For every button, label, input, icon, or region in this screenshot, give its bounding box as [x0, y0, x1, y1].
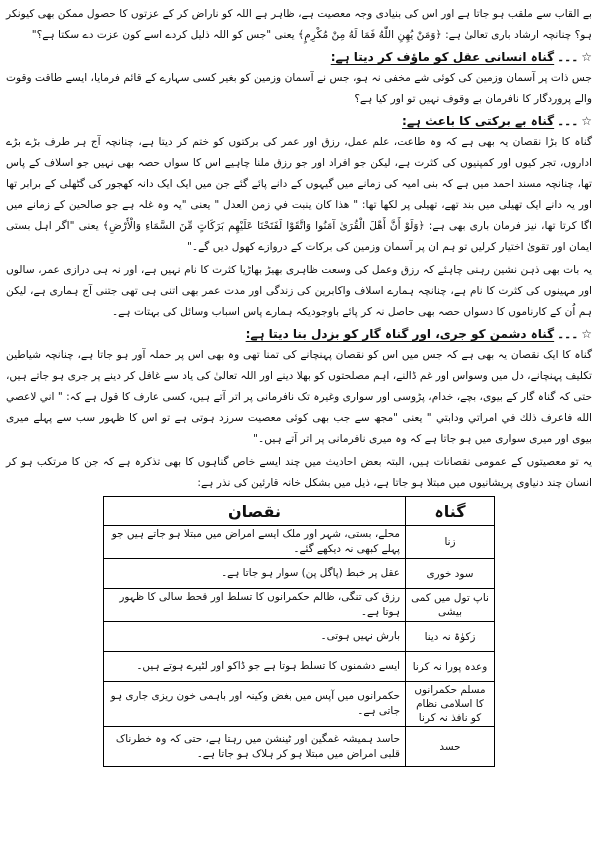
star-icon: ☆ — [581, 114, 592, 128]
star-icon: ☆ — [581, 327, 592, 341]
cell-sin: زنا — [406, 526, 495, 559]
table-row — [104, 622, 495, 652]
table-row — [104, 559, 495, 589]
heading-title: گناہ دشمن کو جری، اور گناہ گار کو بزدل بنا دیتا ہے: — [245, 327, 555, 341]
section-heading-intellect — [6, 48, 592, 67]
star-icon: ☆ — [581, 50, 592, 64]
section-heading-enemy — [6, 325, 592, 344]
paragraph-intro: بے القاب سے ملقب ہو جاتا ہے اور اس کی بنیادی وجہ معصیت ہے، ظاہر ہے اللہ کو ناراض کر کے عزتوں کا حصول ممکن بھی کیونکر ہو؟ چنانچہ ارشاد باری تعالیٰ ہے: ﴿وَمَنْ يُهِنِ اللّٰهُ فَمَا لَهُ مِنْ مُكْرِمٍ﴾ یعنی "جس کو اللہ ذلیل کردے اسے کون عزت دے سکتا ہے؟" — [6, 8, 592, 41]
paragraph-blessing-2: یہ بات بھی ذہن نشین رہنی چاہئے کہ رزق وعمل کی وسعت ظاہری بھیڑ بھاڑیا کثرت کا نام نہیں ہے، اور نہ ہی درازی عمر، سالوں اور مہینوں کی کثرت کا نام ہے، چنانچہ ہمارے اسلاف واکابرین کی زندگی اور مدت عمر بھی اتنی ہی تھی جتنی آج ہماری ہے، لیکن ہم اُن کے کارناموں کا دسواں حصہ بھی حاصل نہ کر پائے باوجودیکہ ہمارے پاس اسباب وسائل کی بہتات ہے۔ — [6, 264, 592, 318]
cell-harm: بارش نہیں ہوتی۔ — [104, 622, 406, 652]
paragraph-blessing: گناہ کا بڑا نقصان یہ بھی ہے کہ وہ طاعت، علم عمل، رزق اور عمر کی برکتوں کو ختم کر دیتا ہے، چنانچہ آج ہر طرف بڑے بڑے اداروں، تجر کیوں اور کمپنیوں کی کثرت ہے، لیکن جو افراد اور جو رزق ملنا چاہیے اس کا سواں حصہ بھی نہیں جو اسلاف کے پاس تھا، چنانچہ مسند احمد میں ہے کہ بنی امیہ کی زمانے میں گیہوں کے دانے پائے گئے جن میں ایک ایک دانہ کھجور کی گٹھلی کے برابر تھا اور یہ دانے ایک تھیلی میں بند تھے، تھیلی پر لکھا تھا: " هذا كان ينبت في زمن العدل " یعنی "یہ وہ غلہ ہے جو صالحین کے زمانے میں اگا کرتا تھا، نیز فرمان باری بھی ہے: ﴿وَلَوْ أَنَّ أَهْلَ الْقُرَىٰ آمَنُوا وَاتَّقَوْا لَفَتَحْنَا عَلَيْهِم بَرَكَاتٍ مِّنَ السَّمَاءِ وَالْأَرْضِ﴾ یعنی "اگر اہل بستی ایمان اور تقویٰ اختیار کرلیں تو ہم ان پر آسمان وزمین کی برکات کے دروازے کھول دیں گے۔" — [6, 136, 592, 253]
heading-dash: ۔۔۔ — [557, 327, 579, 341]
cell-sin: ناپ تول میں کمی بیشی — [406, 589, 495, 622]
heading-title: گناہ انسانی عقل کو ماؤف کر دیتا ہے: — [330, 50, 555, 64]
cell-sin: وعدہ پورا نہ کرنا — [406, 652, 495, 682]
table-row — [104, 526, 495, 559]
cell-harm: عقل پر خبط (پاگل پن) سوار ہو جاتا ہے۔ — [104, 559, 406, 589]
cell-harm: ایسے دشمنوں کا تسلط ہوتا ہے جو ڈاکو اور لٹیرے ہوتے ہیں۔ — [104, 652, 406, 682]
table-row — [104, 682, 495, 727]
cell-harm: محلے، بستی، شہر اور ملک ایسے امراض میں مبتلا ہو جاتے ہیں جو پہلے کبھی نہ دیکھے گئے۔ — [104, 526, 406, 559]
cell-harm: حکمرانوں میں آپس میں بغض وکینہ اور باہمی خون ریزی جاری ہو جاتی ہے۔ — [104, 682, 406, 727]
cell-sin: مسلم حکمرانوں کا اسلامی نظام کو نافذ نہ کرنا — [406, 682, 495, 727]
table-row — [104, 589, 495, 622]
cell-sin: زکوٰۃ نہ دینا — [406, 622, 495, 652]
cell-sin: حسد — [406, 727, 495, 767]
cell-harm: رزق کی تنگی، ظالم حکمرانوں کا تسلط اور قحط سالی کا ظہور ہوتا ہے۔ — [104, 589, 406, 622]
paragraph-enemy: گناہ کا ایک نقصان یہ بھی ہے کہ جس میں اس کو نقصان پہنچانے کی تمنا تھی وہ بھی اس پر حملہ آور ہو جاتا ہے، چنانچہ شیاطین تکلیف پہنچانے، دل میں وسواس اور غم ڈالنے، اہم مصلحتوں کو بھلا دینے اور اللہ تعالیٰ کی یاد سے غافل کر دینے پر جری ہو جاتے ہیں، حتی کہ گناہ گار کے بیوی، بچے، خدام، پڑوسی اور سواری وغیرہ تک نافرمانی پر اتر آتے ہیں، کسی عارف کا قول ہے کہ: " اني لاعصي الله فاعرف ذلك في امراتي ودابتي " یعنی "مجھ سے جب بھی کوئی معصیت سرزد ہوتی ہے تو اس کا ظہور سب سے پہلے میری بیوی اور میری سواری میں ہو جاتا ہے کہ وہ میری نافرمانی پر اتر آتے ہیں۔" — [6, 349, 592, 445]
table-header-row — [104, 497, 495, 526]
table-row — [104, 652, 495, 682]
heading-dash: ۔۔۔ — [557, 50, 579, 64]
header-harm: نقصان — [104, 497, 406, 526]
header-sin: گناہ — [406, 497, 495, 526]
heading-dash: ۔۔۔ — [557, 114, 579, 128]
heading-title: گناہ بے برکتی کا باعث ہے: — [402, 114, 555, 128]
cell-harm: حاسد ہمیشہ غمگین اور ٹینشن میں رہتا ہے، حتی کہ وہ خطرناک قلبی امراض میں مبتلا ہو کر ہلاک ہو جاتا ہے۔ — [104, 727, 406, 767]
cell-sin: سود خوری — [406, 559, 495, 589]
paragraph-intellect: جس ذات پر آسمان وزمین کی کوئی شے مخفی نہ ہو، جس نے آسمان وزمین کو بغیر کسی سہارے کے قائم فرمایا، ایسے طاقت وقوت والے پروردگار کا نافرمان بے وقوف نہیں تو اور کیا ہے؟ — [6, 72, 592, 105]
table-row — [104, 727, 495, 767]
sins-table — [103, 496, 495, 767]
paragraph-table-intro: یہ تو معصیتوں کے عمومی نقصانات ہیں، البتہ بعض احادیث میں چند ایسے خاص گناہوں کا بھی تذکرہ ہے کہ جن کا مرتکب ہو کر انسان چند دنیاوی پریشانیوں میں مبتلا ہو جاتا ہے، ذیل میں بشکل خانہ قارئین کی نذر ہے: — [6, 456, 592, 489]
section-heading-blessing — [6, 112, 592, 131]
